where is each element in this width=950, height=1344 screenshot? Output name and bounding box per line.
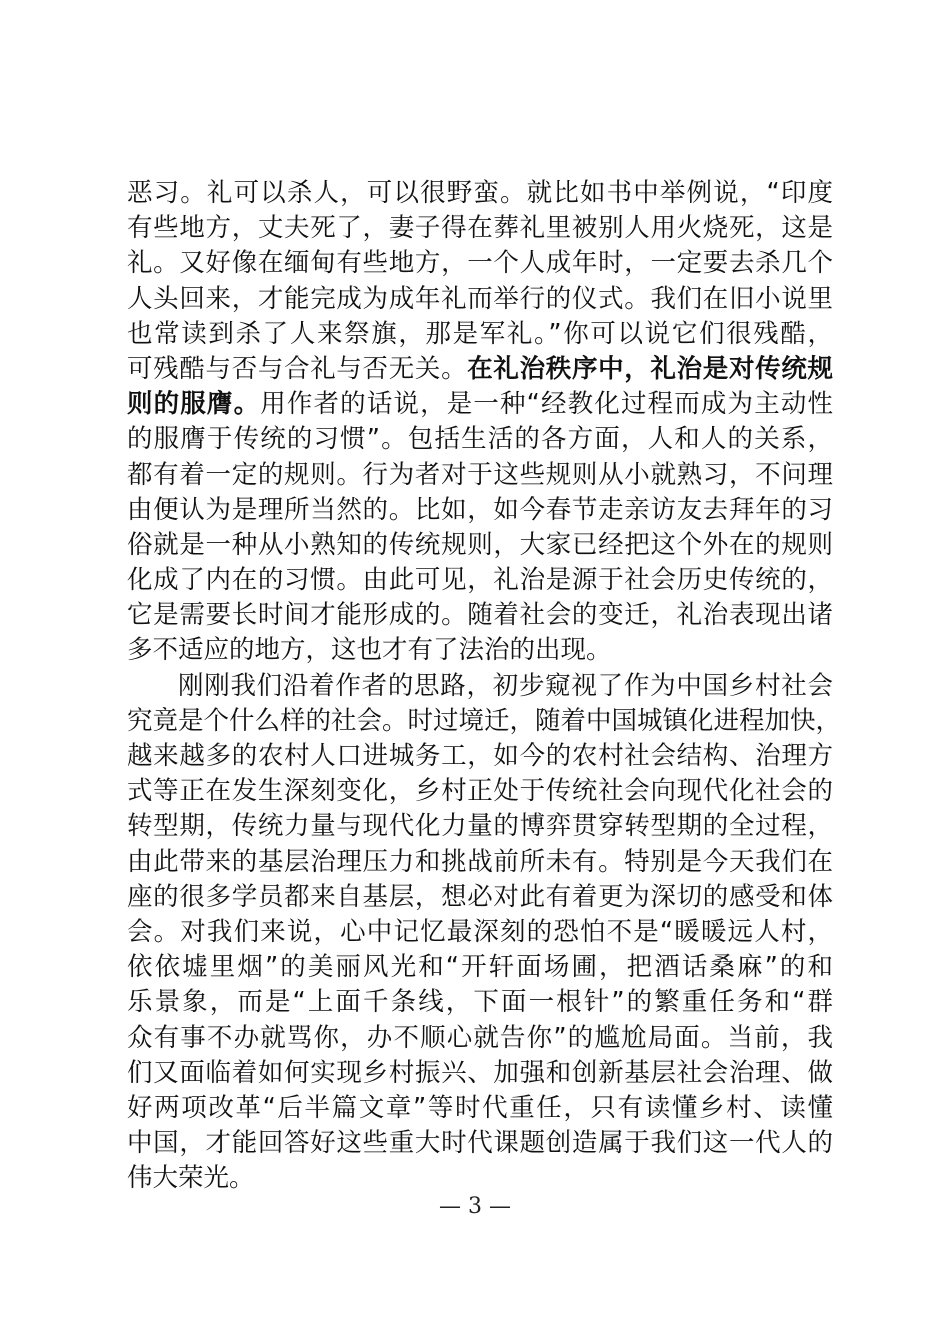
body-text [127,176,842,1196]
paragraph-1-line-11: 俗就是一种从小熟知的传统规则，大家已经把这个外在的规则 [127,529,833,560]
paragraph-2-line-2: 究竟是个什么样的社会。时过境迁，随着中国城镇化进程加快， [127,705,842,736]
line-7-bold-text: 则的服膺。 [127,389,261,420]
paragraph-1-line-7 [127,387,833,422]
paragraph-1-line-14: 多不适应的地方，这也才有了法治的出现。 [127,635,612,666]
paragraph-1-line-2: 有些地方，丈夫死了，妻子得在葬礼里被别人用火烧死，这是 [127,213,833,244]
page-number: — 3 — [439,1194,511,1219]
paragraph-1-line-9: 都有着一定的规则。行为者对于这些规则从小就熟习，不问理 [127,459,833,490]
paragraph-2-line-4: 式等正在发生深刻变化，乡村正处于传统社会向现代化社会的 [127,776,833,807]
paragraph-1-line-4: 人头回来，才能完成为成年礼而举行的仪式。我们在旧小说里 [127,283,833,314]
line-6-normal-text: 可残酷与否与合礼与否无关。 [127,353,468,384]
paragraph-2-line-8: 会。对我们来说，心中记忆最深刻的恐怕不是“暖暖远人村， [127,916,833,947]
paragraph-2-line-13: 好两项改革“后半篇文章”等时代重任，只有读懂乡村、读懂 [127,1092,833,1123]
paragraph-1-line-3: 礼。又好像在缅甸有些地方，一个人成年时，一定要去杀几个 [127,248,833,279]
paragraph-1-line-5: 也常读到杀了人来祭旗，那是军礼。”你可以说它们很残酷， [127,318,833,349]
paragraph-2-line-10: 乐景象，而是“上面千条线，下面一根针”的繁重任务和“群 [127,987,833,1018]
line-6-bold-text: 在礼治秩序中，礼治是对传统规 [467,353,833,384]
paragraph-2-line-1: 刚刚我们沿着作者的思路，初步窥视了作为中国乡村社会 [178,670,833,701]
paragraph-1-line-1: 恶习。礼可以杀人，可以很野蛮。就比如书中举例说，“印度 [127,178,833,208]
paragraph-2-line-6: 由此带来的基层治理压力和挑战前所未有。特别是今天我们在 [127,846,833,877]
paragraph-2-line-12: 们又面临着如何实现乡村振兴、加强和创新基层社会治理、做 [127,1057,833,1088]
paragraph-2-line-9: 依依墟里烟”的美丽风光和“开轩面场圃，把酒话桑麻”的和 [127,952,833,983]
paragraph-2-line-15: 伟大荣光。 [127,1163,255,1194]
paragraph-2-line-11: 众有事不办就骂你，办不顺心就告你”的尴尬局面。当前，我 [127,1022,833,1053]
paragraph-1-line-13: 它是需要长时间才能形成的。随着社会的变迁，礼治表现出诸 [127,600,833,631]
paragraph-2-line-14: 中国，才能回答好这些重大时代课题创造属于我们这一代人的 [127,1128,833,1159]
paragraph-1-line-10: 由便认为是理所当然的。比如，如今春节走亲访友去拜年的习 [127,494,833,525]
paragraph-2-line-3: 越来越多的农村人口进城务工，如今的农村社会结构、治理方 [127,741,833,771]
paragraph-1-line-12: 化成了内在的习惯。由此可见，礼治是源于社会历史传统的， [127,565,833,596]
line-7-normal-text: 用作者的话说，是一种“经教化过程而成为主动性 [260,389,833,420]
paragraph-1-line-8: 的服膺于传统的习惯”。包括生活的各方面，人和人的关系， [127,424,833,455]
paragraph-1-line-6 [127,352,833,387]
paragraph-2-line-5: 转型期，传统力量与现代化力量的博弈贯穿转型期的全过程， [127,811,833,842]
paragraph-2-line-7: 座的很多学员都来自基层，想必对此有着更为深切的感受和体 [127,881,833,912]
